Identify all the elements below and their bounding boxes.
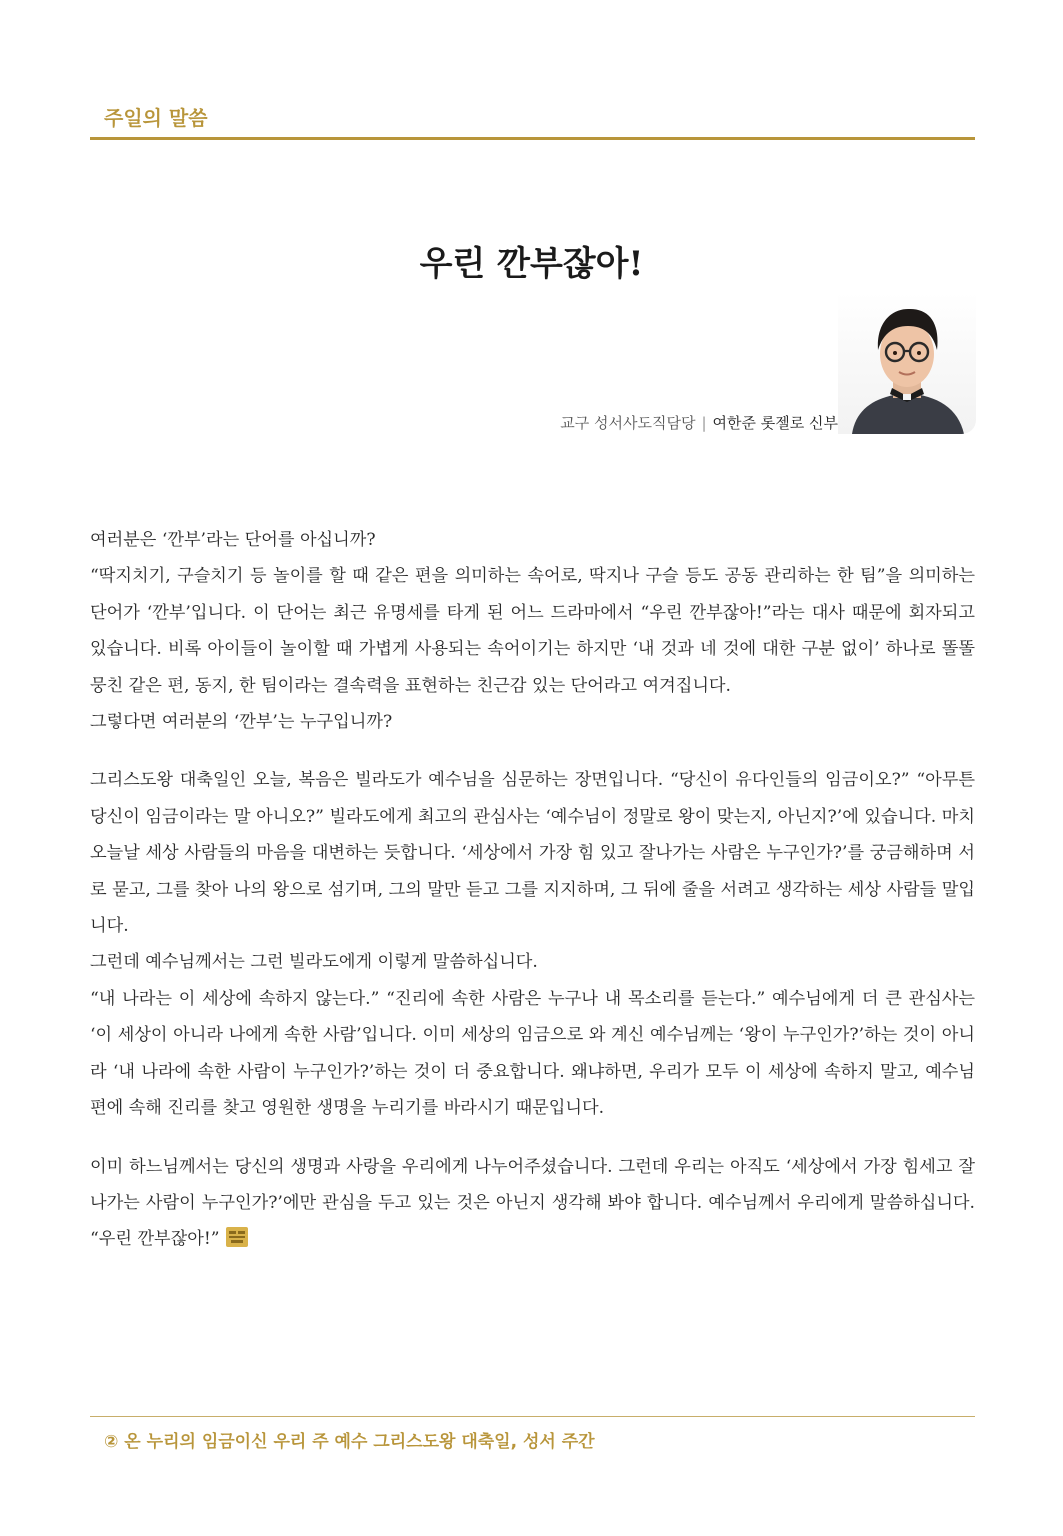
section-label: 주일의 말씀 — [104, 106, 208, 130]
paragraph: 그리스도왕 대축일인 오늘, 복음은 빌라도가 예수님을 심문하는 장면입니다. “당신이 유다인들의 임금이오?” “아무튼 당신이 임금이라는 말 아니오?” 빌라도에게 최고의 관심사는 ‘예수님이 정말로 왕이 맞는지, 아닌지?’에 있습니다. 마치 오늘날 세상 사람들의 마음을 대변하는 듯합니다. ‘세상에서 가장 힘 있고 잘나가는 사람은 누구인가?’를 궁금해하며 서로 묻고, 그를 찾아 나의 왕으로 섬기며, 그의 말만 듣고 그를 지지하며, 그 뒤에 줄을 서려고 생각하는 세상 사람들 말입니다. — [90, 770, 975, 937]
author-byline — [560, 412, 838, 433]
paragraph: 그렇다면 여러분의 ‘깐부’는 누구입니까? — [90, 712, 393, 733]
article-body — [90, 522, 975, 1258]
byline-separator: | — [701, 414, 707, 432]
end-of-article-mark-icon — [226, 1224, 248, 1244]
paragraph: “내 나라는 이 세상에 속하지 않는다.” “진리에 속한 사람은 누구나 내 목소리를 듣는다.” 예수님에게 더 큰 관심사는 ‘이 세상이 아니라 나에게 속한 사람’입니다. 이미 세상의 임금으로 와 계신 예수님께는 ‘왕이 누구인가?’하는 것이 아니라 ‘내 나라에 속한 사람이 누구인가?’하는 것이 더 중요합니다. 왜냐하면, 우리가 모두 이 세상에 속하지 말고, 예수님 편에 속해 진리를 찾고 영원한 생명을 누리기를 바라시기 때문입니다. — [90, 988, 975, 1119]
author-photo — [838, 292, 976, 434]
top-divider — [90, 137, 975, 140]
article-title: 우린 깐부잖아! — [419, 244, 644, 284]
paragraph-last — [90, 1149, 975, 1258]
author-role: 교구 성서사도직담당 — [560, 414, 696, 432]
paragraph: “딱지치기, 구슬치기 등 놀이를 할 때 같은 편을 의미하는 속어로, 딱지나 구슬 등도 공동 관리하는 한 팀”을 의미하는 단어가 ‘깐부’입니다. 이 단어는 최근 유명세를 타게 된 어느 드라마에서 “우린 깐부잖아!”라는 대사 때문에 회자되고 있습니다. 비록 아이들이 놀이할 때 가볍게 사용되는 속어이기는 하지만 ‘내 것과 네 것에 대한 구분 없이’ 하나로 똘똘 뭉친 같은 편, 동지, 한 팀이라는 결속력을 표현하는 친근감 있는 단어라고 여겨집니다. — [90, 566, 975, 696]
bottom-divider — [90, 1416, 975, 1417]
paragraph-text: 이미 하느님께서는 당신의 생명과 사랑을 우리에게 나누어주셨습니다. 그런데 우리는 아직도 ‘세상에서 가장 힘세고 잘나가는 사람이 누구인가?’에만 관심을 두고 있는 것은 아닌지 생각해 봐야 합니다. 예수님께서 우리에게 말씀하십니다. “우린 깐부잖아!” — [90, 1156, 975, 1250]
paragraph: 그런데 예수님께서는 그런 빌라도에게 이렇게 말씀하십니다. — [90, 952, 538, 973]
page-footer: ② 온 누리의 임금이신 우리 주 예수 그리스도왕 대축일, 성서 주간 — [104, 1432, 595, 1452]
author-name: 여한준 롯젤로 신부 — [712, 414, 838, 432]
paragraph: 여러분은 ‘깐부’라는 단어를 아십니까? — [90, 530, 376, 550]
